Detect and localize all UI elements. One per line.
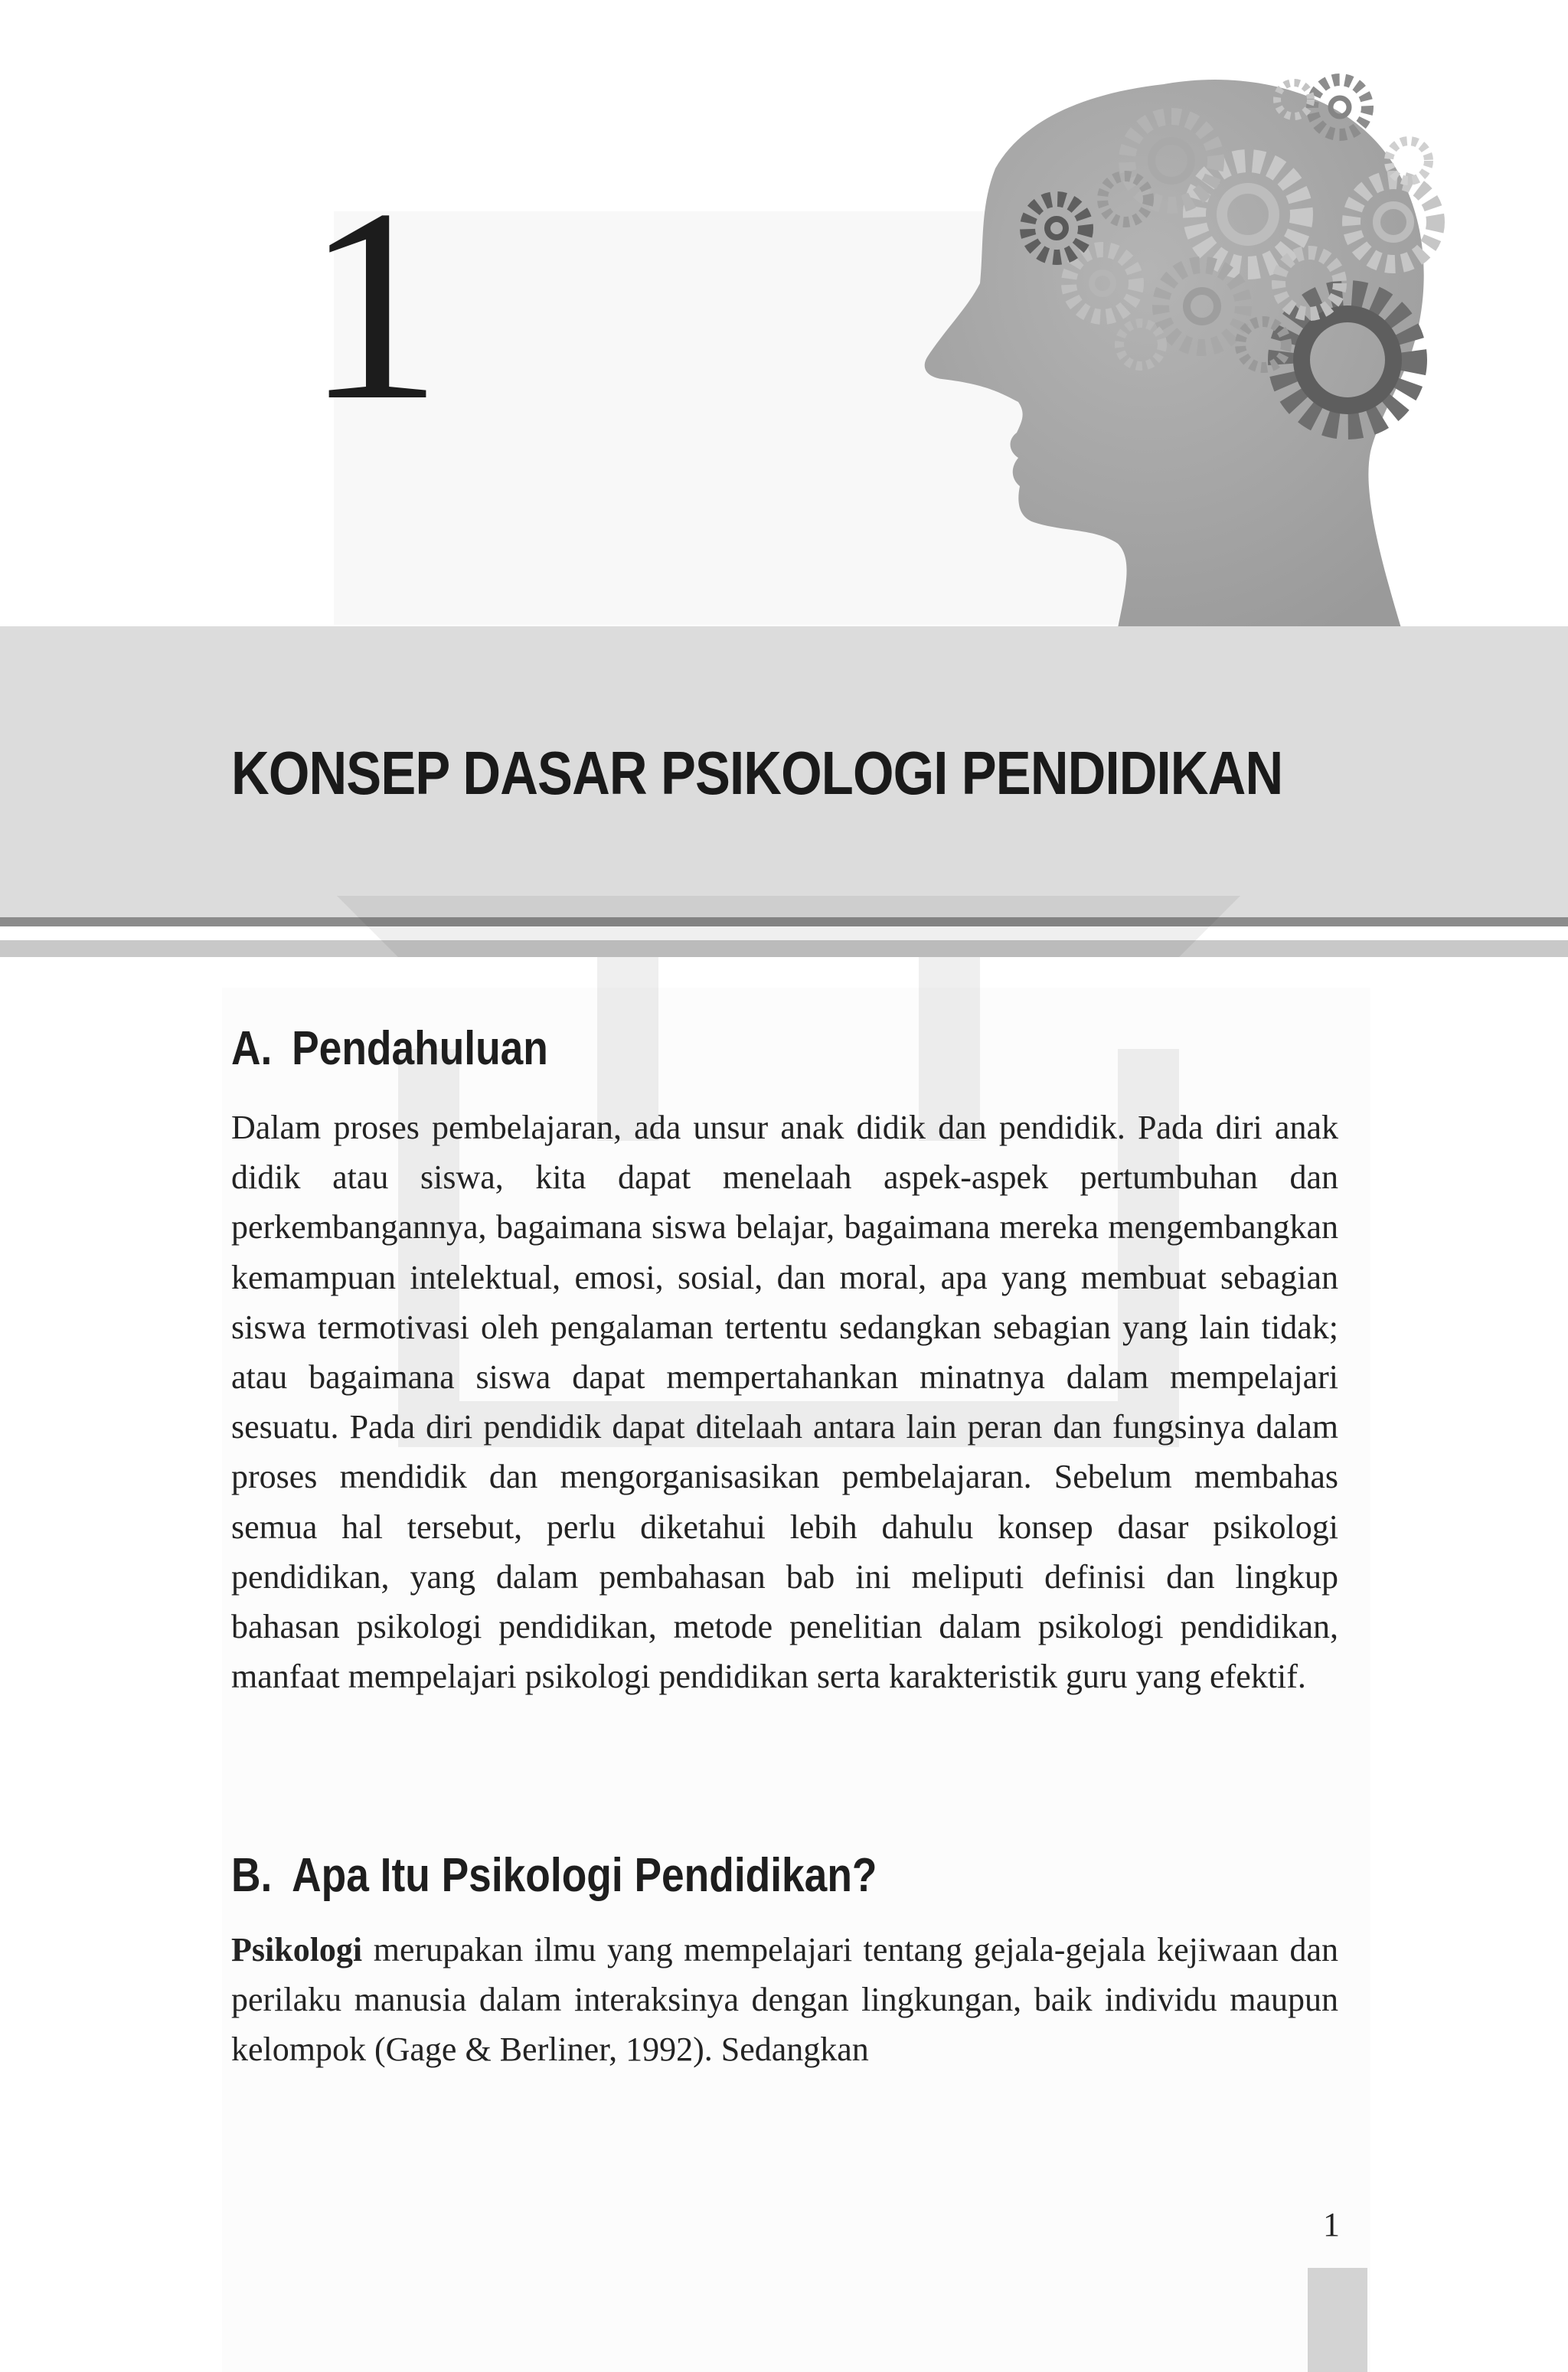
section-heading-apa-itu-psikologi xyxy=(231,1845,877,1906)
section-letter: B. xyxy=(231,1849,273,1902)
paragraph-psikologi xyxy=(231,1925,1338,2075)
section-title: Pendahuluan xyxy=(292,1022,548,1075)
bold-term: Psikologi xyxy=(231,1931,363,1968)
paragraph-pendahuluan: Dalam proses pembelajaran, ada unsur anak didik dan pendidik. Pada diri anak didik atau siswa, kita dapat menelaah aspek-aspek pertumbuhan dan perkembangannya, bagaimana siswa belajar, bagaimana mereka mengembangkan kemampuan intelektual, emosi, sosial, dan moral, apa yang membuat sebagian siswa termotivasi oleh pengalaman tertentu sedangkan sebagian yang lain tidak; atau bagaimana siswa dapat mempertahankan minatnya dalam mempelajari sesuatu. Pada diri pendidik dapat ditelaah antara lain peran dan fungsinya dalam proses mendidik dan mengorganisasikan pembelajaran. Sebelum membahas semua hal tersebut, perlu diketahui lebih dahulu konsep dasar psikologi pendidikan, yang dalam pembahasan bab ini meliputi definisi dan lingkup bahasan psikologi pendidikan, metode penelitian dalam psikologi pendidikan, manfaat mempelajari psikologi pendidikan serta karakteristik guru yang efektif. xyxy=(231,1109,1338,1696)
section-title: Apa Itu Psikologi Pendidikan? xyxy=(292,1849,877,1902)
head-with-gears-icon xyxy=(911,54,1447,628)
section-letter: A. xyxy=(231,1022,273,1075)
chapter-title: KONSEP DASAR PSIKOLOGI PENDIDIKAN xyxy=(231,739,1283,807)
paragraph-text: merupakan ilmu yang mempelajari tentang gejala-gejala kejiwaan dan perilaku manusia dalam interaksinya dengan lingkungan, baik individu maupun kelompok (Gage & Berliner, 1992). Sedangkan xyxy=(231,1931,1338,2069)
chapter-number: 1 xyxy=(305,152,443,457)
page-edge-tab xyxy=(1308,2268,1367,2372)
page-number: 1 xyxy=(1323,2206,1340,2243)
section-heading-pendahuluan xyxy=(231,1018,548,1080)
